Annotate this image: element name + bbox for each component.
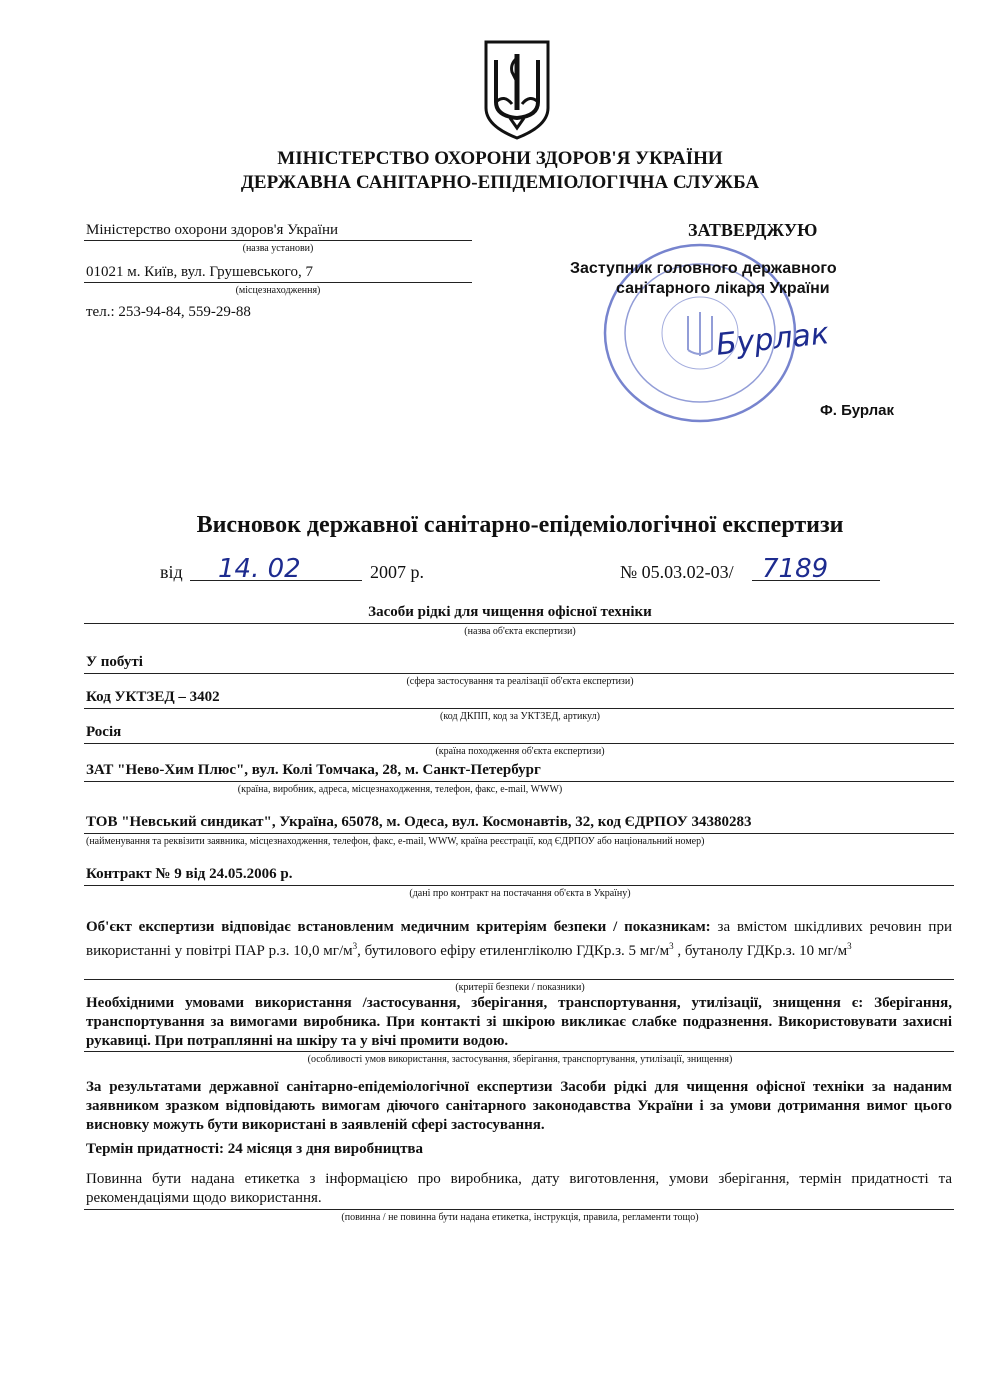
ministry-title: МІНІСТЕРСТВО ОХОРОНИ ЗДОРОВ'Я УКРАЇНИ: [277, 148, 723, 169]
date-year: 2007 р.: [370, 562, 424, 582]
approval-line2: санітарного лікаря України: [616, 280, 830, 297]
object-name: Засоби рідкі для чищення офісної техніки: [368, 604, 652, 620]
contract-value: Контракт № 9 від 24.05.2006 р.: [86, 866, 293, 882]
label-note-text: Повинна бути надана етикетка з інформацією про виробника, дату виготовлення, умови зберігання, термін придатності та рекомендаціями щодо використання.: [86, 1171, 952, 1206]
object-caption: (назва об'єкта експертизи): [464, 626, 576, 637]
institution-address: 01021 м. Київ, вул. Грушевського, 7: [86, 264, 313, 280]
trident-icon: [482, 38, 552, 142]
conditions-text: Необхідними умовами використання /застосування, зберігання, транспортування, утилізації, знищення є: Зберігання, транспортування за вимогами виробника. При контакті зі шкірою викликає слабке подразнення. Використовувати захисні рукавиці. При потраплянні на шкіру та у вічі промити водою.: [86, 995, 952, 1049]
coat-of-arms: [482, 38, 552, 142]
criteria-caption: (критерії безпеки / показники): [455, 982, 585, 993]
criteria-sup3: 3: [847, 941, 852, 951]
contract-caption: (дані про контракт на постачання об'єкта в Україну): [409, 888, 631, 899]
criteria-lead: Об'єкт експертизи відповідає встановленим медичним критеріям безпеки / показникам:: [86, 919, 711, 935]
code-value: Код УКТЗЕД – 3402: [86, 689, 220, 705]
sphere-value: У побуті: [86, 654, 143, 670]
date-prefix: від: [160, 562, 183, 582]
sphere-caption: (сфера застосування та реалізації об'єкта експертизи): [406, 676, 634, 687]
institution-name: Міністерство охорони здоров'я України: [86, 222, 339, 238]
institution-name-caption: (назва установи): [242, 243, 314, 254]
applicant-caption: (найменування та реквізити заявника, місцезнаходження, телефон, факс, e-mail, WWW, країна реєстрації, код ЄДРПОУ або національний номер): [86, 836, 705, 847]
criteria-part1: за вмістом шкідливих речовин при використанні у повітрі ПАР р.з. 10,0 мг/м: [86, 919, 952, 959]
number-value: 7189: [762, 554, 829, 584]
institution-phone: тел.: 253-94-84, 559-29-88: [86, 304, 251, 320]
manufacturer-caption: (країна, виробник, адреса, місцезнаходження, телефон, факс, e-mail, WWW): [237, 784, 563, 795]
country-value: Росія: [86, 724, 122, 740]
country-caption: (країна походження об'єкта експертизи): [435, 746, 605, 757]
manufacturer-value: ЗАТ "Нево-Хим Плюс", вул. Колі Томчака, 28, м. Санкт-Петербург: [86, 762, 541, 778]
applicant-value: ТОВ "Невський синдикат", Україна, 65078, м. Одеса, вул. Космонавтів, 32, код ЄДРПОУ 34380283: [86, 814, 752, 830]
criteria-text: [86, 918, 952, 961]
shelf-life: Термін придатності: 24 місяця з дня виробництва: [86, 1141, 424, 1157]
criteria-sup2: 3: [669, 941, 674, 951]
date-value: 14. 02: [218, 554, 301, 584]
conditions-caption: (особливості умов використання, застосування, зберігання, транспортування, утилізації, знищення): [307, 1054, 733, 1065]
service-title: ДЕРЖАВНА САНІТАРНО-ЕПІДЕМІОЛОГІЧНА СЛУЖБА: [240, 172, 760, 193]
code-caption: (код ДКПП, код за УКТЗЕД, артикул): [440, 711, 600, 722]
number-prefix: № 05.03.02-03/: [620, 562, 734, 582]
conclusion-text: За результатами державної санітарно-епідеміологічної експертизи Засоби рідкі для чищення офісної техніки за наданим заявником зразком відповідають вимогам діючого санітарного законодавства України і за умови дотримання вимог цього висновку можуть бути використані в заявленій сфері застосування.: [86, 1079, 952, 1133]
approval-title: ЗАТВЕРДЖУЮ: [688, 220, 818, 240]
signer-name: Ф. Бурлак: [820, 402, 895, 419]
signature: Бурлак: [714, 316, 831, 363]
criteria-part3: , бутанолу ГДКр.з. 10 мг/м: [673, 943, 848, 959]
institution-address-caption: (місцезнаходження): [235, 285, 321, 296]
document-title: Висновок державної санітарно-епідеміологічної експертизи: [196, 512, 844, 538]
criteria-sup1: 3: [352, 941, 358, 951]
criteria-part2: , бутилового ефіру етиленгліколю ГДКр.з. 5 мг/м: [357, 943, 670, 959]
label-note-caption: (повинна / не повинна бути надана етикетка, інструкція, правила, регламенти тощо): [341, 1212, 699, 1223]
approval-line1: Заступник головного державного: [570, 260, 837, 277]
